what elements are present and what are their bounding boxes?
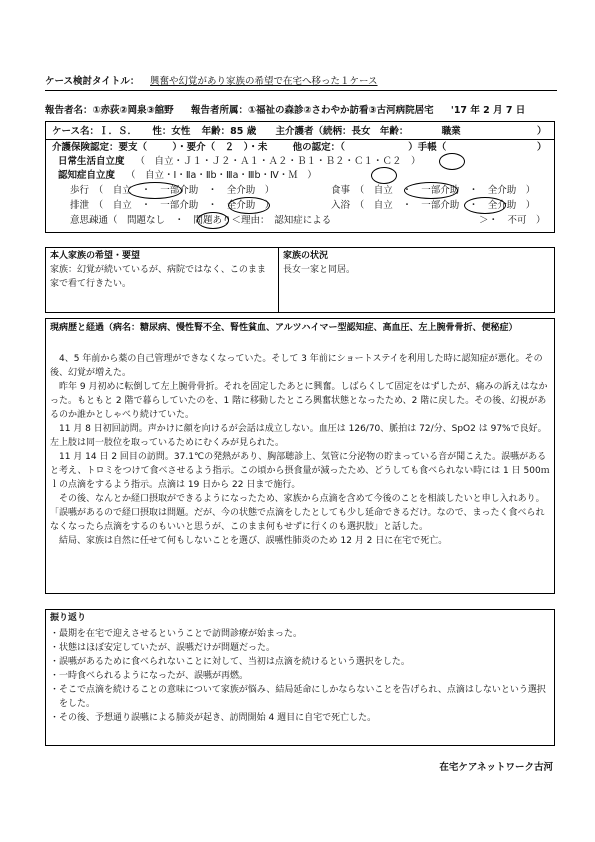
history-paragraph: 昨年 9 月初めに転倒して左上腕骨骨折。それを固定したあとに興奮。しばらくして固定をはずしたが、痛みの訴えはなかった。もともと 2 階で暮らしていたのを、1 階に移動したところ興奮状態となったため、2 階に戻した。その後、幻視があるのか誰かとしゃべり続けていた。	[50, 382, 548, 420]
reflection-item: ・その後、予想通り誤嚥による肺炎が起き、訪問開始 4 週目に自宅で死亡した。	[50, 713, 377, 723]
report-date: '17 年 2 月 7 日	[450, 105, 526, 116]
reporter-line	[45, 104, 565, 117]
history-paragraph: その後、なんとか経口摂取ができるようになったため、家族から点滴を含めて今後のことを相談したいと申し入れあり。「誤嚥があるので経口摂取は問題。だが、今の状態で点滴をしたとしても少し延命できるだけ。なので、まったく食べられなくなったら点滴をするのもいいと思うが、このまま何もせずに行くのも選択肢」と話した。	[50, 494, 545, 532]
dementia-options: （ 自立・Ⅰ・Ⅱa・Ⅱb・Ⅲa・Ⅲb・Ⅳ・Ｍ ）	[126, 170, 317, 181]
reflection-section	[45, 609, 555, 746]
history-paragraph: 11 月 8 日初回訪問。声かけに顔を向けるが会話は成立しない。血圧は 126/70、脈拍は 72/分、SpO2 は 97%で良好。左上肢は同一肢位を取っているためにむくみが見られた。	[50, 424, 547, 448]
caregiver-age: 年齢：	[379, 126, 409, 137]
daily-life-label: 日常生活自立度	[58, 156, 125, 167]
history-section	[45, 318, 555, 594]
other-certification: 他の認定：（	[292, 142, 345, 153]
caregiver-job: 職業	[441, 126, 461, 137]
close-paren: ）	[537, 126, 547, 137]
case-info-box	[45, 121, 555, 233]
communication-selected-circle	[197, 212, 229, 229]
caregiver: 主介護者（続柄：長女	[275, 126, 371, 137]
reflection-heading: 振り返り	[50, 613, 87, 623]
dementia-label: 認知症自立度	[58, 170, 116, 181]
history-body	[50, 352, 550, 548]
footer-organization: 在宅ケアネットワーク古河	[439, 762, 553, 773]
wishes-family-divider	[278, 248, 279, 312]
case-title-value: 興奮や幻覚があり家族の希望で在宅へ移った１ケース	[150, 76, 378, 87]
case-divider	[46, 139, 554, 140]
bathing-row: 入浴 （ 自立 ・ 一部介助 ・ 全介助 ）	[331, 200, 536, 211]
care-level: 介護保険認定：要支（	[52, 142, 148, 153]
family-heading: 家族の状況	[283, 251, 329, 261]
reflection-item: ・一時食べられるようになったが、誤嚥が再燃。	[50, 671, 249, 681]
excretion-selected-circle	[228, 197, 270, 214]
reflection-item: ・最期を在宅で迎えさせるということで訪問診療が始まった。	[50, 629, 303, 639]
case-row-1	[52, 125, 461, 138]
meal-selected-circle	[404, 182, 458, 199]
case-age: 年齢：85 歳	[201, 126, 257, 137]
walking-row: 歩行 （ 自立 ・ 一部介助 ・ 全介助 ）	[70, 185, 275, 196]
reporter-names: 報告者名：①赤荻②岡泉③舘野	[45, 105, 174, 116]
wishes-family-section	[45, 247, 555, 313]
reflection-item: ・状態はほぼ安定していたが、誤嚥だけが問題だった。	[50, 643, 276, 653]
case-title-row	[45, 74, 557, 91]
wishes-heading: 本人家族の希望・要望	[50, 251, 141, 261]
reflection-body	[50, 627, 550, 725]
communication-end: ＞・ 不可 ）	[479, 215, 546, 226]
techo: ）手帳（	[408, 142, 447, 153]
case-sex: 性：女性	[152, 126, 191, 137]
dementia-row	[58, 169, 317, 182]
communication-text: 意思疎通（ 問題なし ・ 問題あり＜理由： 認知症による	[70, 215, 332, 226]
case-name: ケース名：Ｉ．Ｓ．	[52, 126, 138, 137]
history-paragraph: 結局、家族は自然に任せて何もしないことを選び、誤嚥性肺炎のため 12 月 2 日に在宅で死亡。	[59, 536, 448, 546]
daily-life-row	[58, 155, 421, 168]
family-body: 長女一家と同居。	[283, 265, 356, 275]
history-paragraph: 11 月 14 日 2 回目の訪問。37.1℃の発熱があり、胸部聴診上、気管に分泌物の貯まっている音が聞こえた。誤嚥があると考え、トロミをつけて食べさせるよう指示。この頃から摂食量が減ったため、どうしても食べられない時には 1 日 500ｍｌの点滴をするよう指示。点滴は 19 日から 22 日まで施行。	[50, 452, 550, 490]
daily-life-options: （ 自立・Ｊ１・Ｊ２・Ａ１・Ａ２・Ｂ１・Ｂ２・Ｃ１・Ｃ２ ）	[135, 156, 421, 167]
case-title-label: ケース検討タイトル：	[45, 76, 140, 87]
history-heading: 現病歴と経過（病名：糖尿病、慢性腎不全、腎性貧血、アルツハイマー型認知症、高血圧、左上腕骨骨折、便秘症）	[50, 323, 518, 333]
bathing-selected-circle	[464, 197, 506, 214]
care-level-mid: ）・要介（ ２ ）・未	[172, 142, 268, 153]
reflection-item: ・誤嚥があるために食べられないことに対して、当初は点滴を続けるという選択をした。	[50, 657, 410, 667]
selected-c1-circle	[439, 153, 465, 170]
care-level-row	[52, 141, 446, 154]
reflection-item: ・そこで点滴を続けることの意味について家族が悩み、結局延命にしかならないことを告げられ、点滴はしないという選択をした。	[50, 685, 546, 709]
history-paragraph: 4、5 年前から薬の自己管理ができなくなっていた。そして 3 年前にショートステイを利用した時に認知症が悪化。その後、幻覚が増えた。	[50, 354, 543, 378]
wishes-body: 家族：幻覚が続いているが、病院ではなく、このまま家で看て行きたい。	[50, 265, 266, 289]
selected-iv-circle	[371, 167, 397, 184]
meal-row: 食事 （ 自立 ・ 一部介助 ・ 全介助 ）	[331, 185, 536, 196]
techo-close: ）	[537, 142, 547, 153]
walking-selected-circle	[128, 182, 182, 199]
excretion-row: 排泄 （ 自立 ・ 一部介助 ・ 全介助 ）	[70, 200, 275, 211]
reporter-affiliations: 報告者所属：①福祉の森診②さわやか訪看③古河病院居宅	[190, 105, 434, 116]
